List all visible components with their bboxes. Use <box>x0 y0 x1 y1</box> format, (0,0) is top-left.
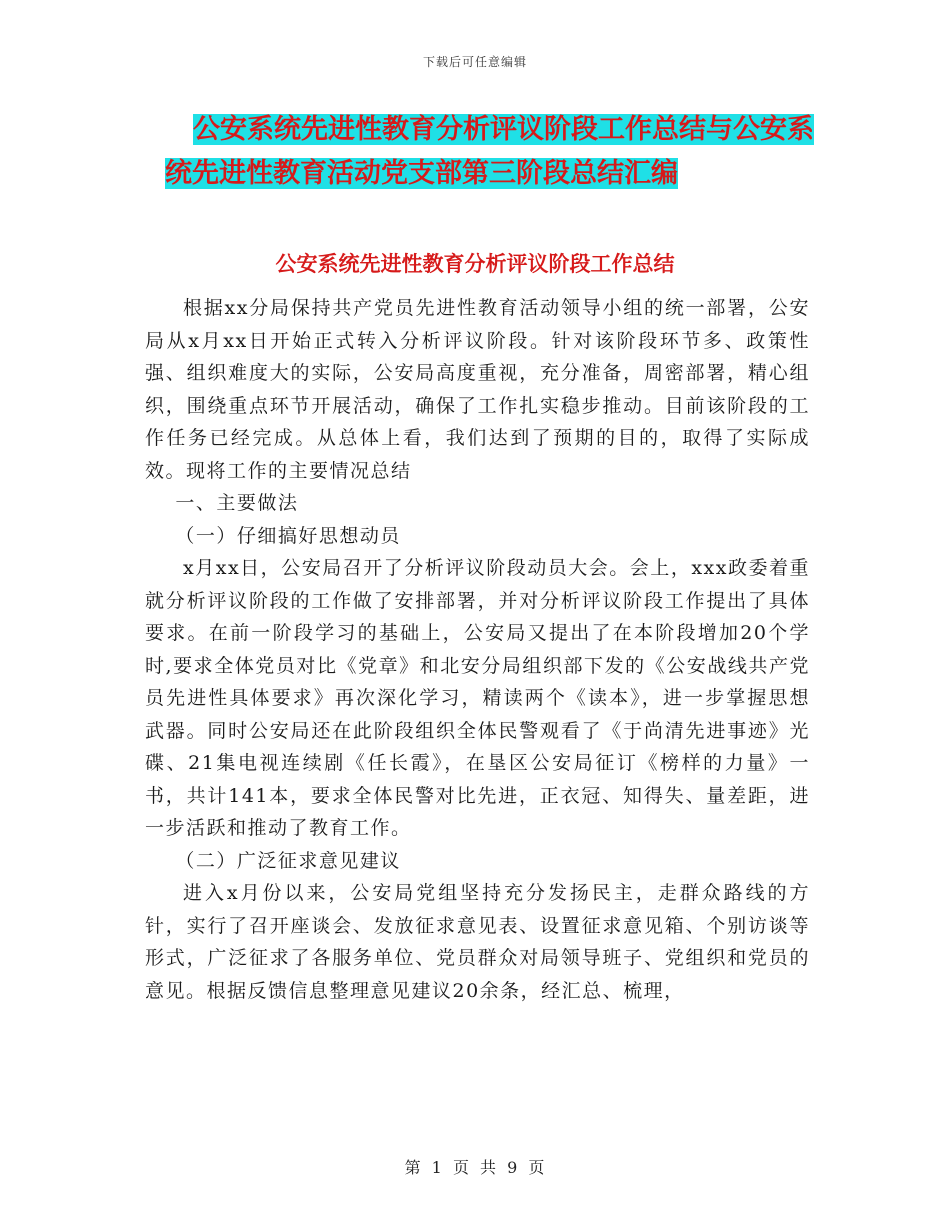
title-highlight-2: 统先进性教育活动党支部第三阶段总结汇编 <box>165 158 678 189</box>
paragraph-mobilization: x月xx日，公安局召开了分析评议阶段动员大会。会上，xxx政委着重就分析评议阶段的工作做了安排部署，并对分析评议阶段工作提出了具体要求。在前一阶段学习的基础上，公安局又提出了在本阶段增加20个学时,要求全体党员对比《党章》和北安分局组织部下发的《公安战线共产党员先进性具体要求》再次深化学习，精读两个《读本》，进一步掌握思想武器。同时公安局还在此阶段组织全体民警观看了《于尚清先进事迹》光碟、21集电视连续剧《任长霞》，在垦区公安局征订《榜样的力量》一书，共计141本，要求全体民警对比先进，正衣冠、知得失、量差距，进一步活跃和推动了教育工作。 <box>145 557 810 839</box>
heading-ideological-mobilization: （一）仔细搞好思想动员 <box>175 524 401 547</box>
title-highlight-1: 公安系统先进性教育分析评议阶段工作总结与公安系 <box>193 114 814 145</box>
heading-main-practices: 一、主要做法 <box>175 492 299 514</box>
document-body <box>145 292 810 1007</box>
paragraph-opinions: 进入x月份以来，公安局党组坚持充分发扬民主，走群众路线的方针，实行了召开座谈会、发放征求意见表、设置征求意见箱、个别访谈等形式，广泛征求了各服务单位、党员群众对局领导班子、党组织和党员的意见。根据反馈信息整理意见建议20余条，经汇总、梳理， <box>145 882 810 1002</box>
document-title-line-2 <box>145 152 810 196</box>
page-header-note: 下载后可任意编辑 <box>422 55 527 69</box>
page-footer: 第 1 页 共 9 页 <box>404 1158 546 1177</box>
document-title <box>145 108 814 196</box>
heading-solicit-opinions: （二）广泛征求意见建议 <box>175 849 401 872</box>
paragraph-intro: 根据xx分局保持共产党员先进性教育活动领导小组的统一部署，公安局从x月xx日开始正式转入分析评议阶段。针对该阶段环节多、政策性强、组织难度大的实际，公安局高度重视，充分准备，周密部署，精心组织，围绕重点环节开展活动，确保了工作扎实稳步推动。目前该阶段的工作任务已经完成。从总体上看，我们达到了预期的目的，取得了实际成效。现将工作的主要情况总结 <box>145 297 810 482</box>
document-title-line-1 <box>145 108 814 152</box>
section-title: 公安系统先进性教育分析评议阶段工作总结 <box>275 252 675 276</box>
